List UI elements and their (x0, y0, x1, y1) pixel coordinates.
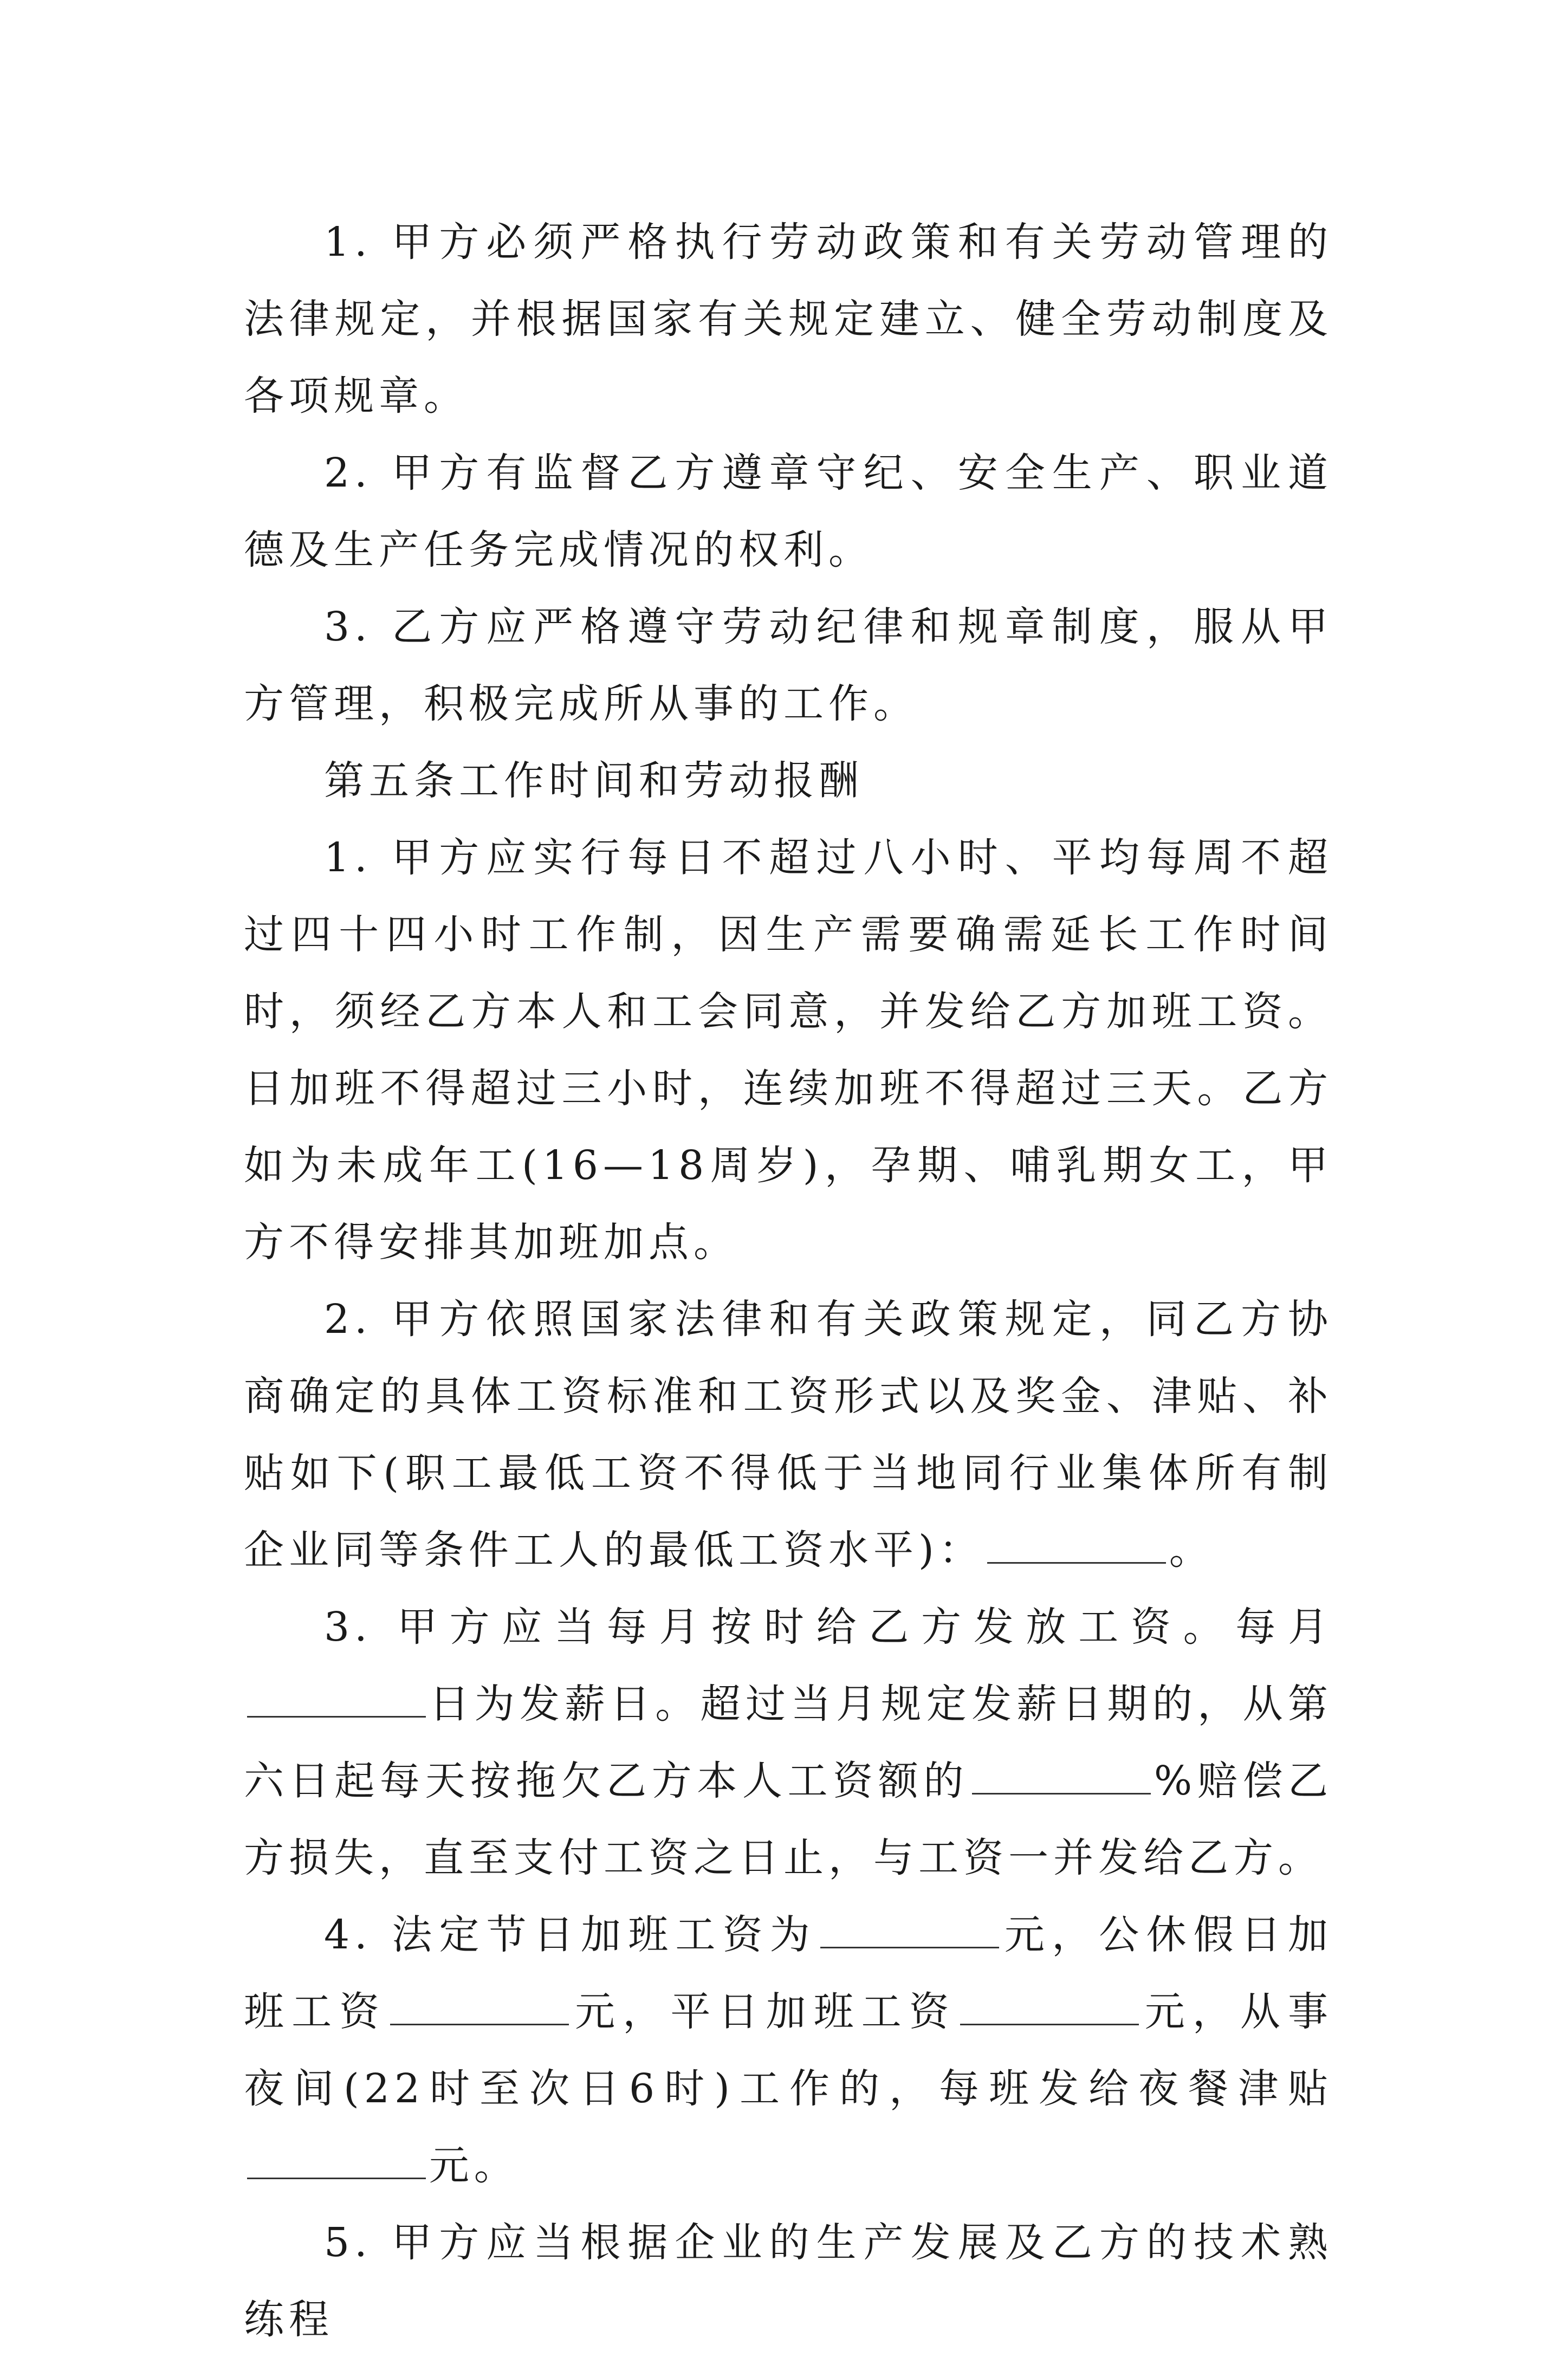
paragraph-employer-compliance (244, 204, 1333, 435)
paragraph-text: 4. 法定节日加班工资为 (324, 1912, 817, 1958)
paragraph-text: 元。 (429, 2142, 519, 2189)
contract-text (244, 204, 1333, 2358)
fill-blank-weekday-overtime[interactable] (960, 1987, 1139, 2025)
paragraph-text: 元，平日加班工资 (572, 1988, 957, 2035)
paragraph-text: 元，公休假日加班工资 (244, 1912, 1333, 2035)
section-heading-article-5 (244, 742, 1333, 819)
paragraph-text: 。 (1169, 1527, 1214, 1573)
fill-blank-wage-standard[interactable] (987, 1526, 1166, 1564)
paragraph-text: 元，从事夜间(22时至次日6时)工作的，每班发给夜餐津贴 (244, 1988, 1333, 2112)
paragraph-wage-standard (244, 1281, 1333, 1589)
fill-blank-pay-day[interactable] (247, 1680, 426, 1718)
paragraph-text: 3. 乙方应严格遵守劳动纪律和规章制度，服从甲方管理，积极完成所从事的工作。 (244, 604, 1333, 727)
section-heading-text: 第五条工作时间和劳动报酬 (324, 757, 864, 804)
paragraph-text: %赔偿乙方损失，直至支付工资之日止，与工资一并发给乙方。 (244, 1758, 1333, 1881)
paragraph-text: 1. 甲方应实行每日不超过八小时、平均每周不超过四十四小时工作制，因生产需要确需延长工作时间时，须经乙方本人和工会同意，并发给乙方加班工资。日加班不得超过三小时，连续加班不得超过三天。乙方如为未成年工(16—18周岁)，孕期、哺乳期女工，甲方不得安排其加班加点。 (244, 834, 1333, 1266)
fill-blank-compensation-percent[interactable] (972, 1757, 1151, 1795)
paragraph-pay-day (244, 1589, 1333, 1896)
paragraph-text: 3. 甲方应当每月按时给乙方发放工资。每月 (324, 1604, 1333, 1650)
paragraph-text: 5. 甲方应当根据企业的生产发展及乙方的技术熟练程 (244, 2219, 1333, 2343)
paragraph-working-hours (244, 819, 1333, 1281)
paragraph-text: 2. 甲方有监督乙方遵章守纪、安全生产、职业道德及生产任务完成情况的权利。 (244, 450, 1333, 573)
paragraph-text: 1. 甲方必须严格执行劳动政策和有关劳动管理的法律规定，并根据国家有关规定建立、健全劳动制度及各项规章。 (244, 219, 1333, 419)
paragraph-text: 日为发薪日。超过当月规定发薪日期的，从第六日起每天按拖欠乙方本人工资额的 (244, 1681, 1333, 1804)
paragraph-overtime-pay (244, 1896, 1333, 2204)
paragraph-text: 2. 甲方依照国家法律和有关政策规定，同乙方协商确定的具体工资标准和工资形式以及奖金、津贴、补贴如下(职工最低工资不得低于当地同行业集体所有制企业同等条件工人的最低工资水平)： (244, 1296, 1333, 1573)
fill-blank-night-allowance[interactable] (247, 2141, 426, 2179)
paragraph-wage-adjustment (244, 2204, 1333, 2358)
fill-blank-holiday-overtime[interactable] (820, 1910, 999, 1948)
paragraph-employer-supervision (244, 435, 1333, 588)
paragraph-employee-discipline (244, 588, 1333, 742)
fill-blank-weekend-overtime[interactable] (390, 1987, 569, 2025)
